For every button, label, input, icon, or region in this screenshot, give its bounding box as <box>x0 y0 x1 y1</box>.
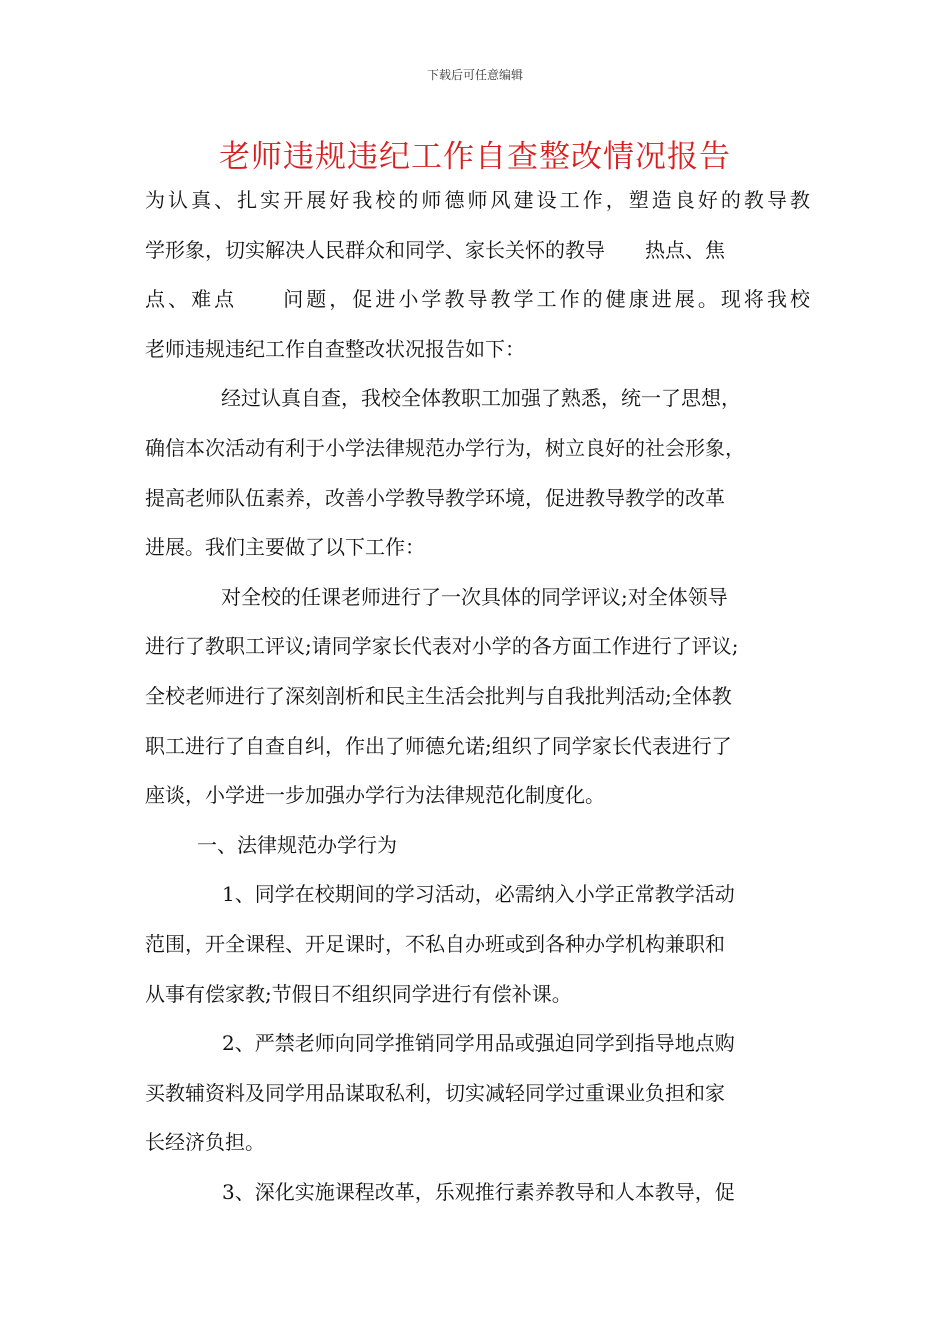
text-line: 老师违规违纪工作自查整改状况报告如下： <box>145 336 525 361</box>
text-line: 为认真、扎实开展好我校的师德师风建设工作，塑造良好的教导教 <box>145 188 810 212</box>
text-line: 买教辅资料及同学用品谋取私利，切实减轻同学过重课业负担和家 <box>145 1080 725 1105</box>
header-note: 下载后可任意编辑 <box>426 68 523 82</box>
text-line: 范围，开全课程、开足课时，不私自办班或到各种办学机构兼职和 <box>145 931 725 956</box>
section-heading <box>145 821 810 871</box>
text-line: 学形象，切实解决人民群众和同学、家长关怀的教导 热点、焦 <box>145 237 725 262</box>
text-line: 全校老师进行了深刻剖析和民主生活会批判与自我批判活动;全体教 <box>145 683 732 708</box>
text-line: 进行了教职工评议;请同学家长代表对小学的各方面工作进行了评议; <box>145 634 739 659</box>
item-1 <box>145 870 810 1019</box>
text-line: 点、难点 问题，促进小学教导教学工作的健康进展。现将我校 <box>145 287 810 312</box>
text-line: 职工进行了自查自纠，作出了师德允诺;组织了同学家长代表进行了 <box>145 733 732 758</box>
text-line: 经过认真自查，我校全体教职工加强了熟悉，统一了思想， <box>221 386 741 411</box>
paragraph-self-check <box>145 374 810 572</box>
paragraph-evaluation <box>145 573 810 821</box>
item-3 <box>145 1168 810 1218</box>
text-line: 座谈，小学进一步加强办学行为法律规范化制度化。 <box>145 783 605 808</box>
text-line: 对全校的任课老师进行了一次具体的同学评议;对全体领导 <box>221 584 728 609</box>
section-heading-text: 一、法律规范办学行为 <box>197 832 397 857</box>
item-2 <box>145 1019 810 1168</box>
text-line: 确信本次活动有利于小学法律规范办学行为，树立良好的社会形象， <box>145 435 745 460</box>
text-line: 提高老师队伍素养，改善小学教导教学环境，促进教导教学的改革 <box>145 485 725 510</box>
text-line: 进展。我们主要做了以下工作： <box>145 535 425 560</box>
text-line: 3、深化实施课程改革，乐观推行素养教导和人本教导，促 <box>222 1179 735 1204</box>
text-line: 2、严禁老师向同学推销同学用品或强迫同学到指导地点购 <box>222 1031 735 1056</box>
document-title: 老师违规违纪工作自查整改情况报告 <box>219 139 731 175</box>
text-line: 长经济负担。 <box>145 1130 265 1155</box>
text-line: 1、同学在校期间的学习活动，必需纳入小学正常教学活动 <box>222 882 735 907</box>
text-line: 从事有偿家教;节假日不组织同学进行有偿补课。 <box>145 981 572 1006</box>
document-body <box>145 176 810 1217</box>
intro-paragraph <box>145 176 810 374</box>
